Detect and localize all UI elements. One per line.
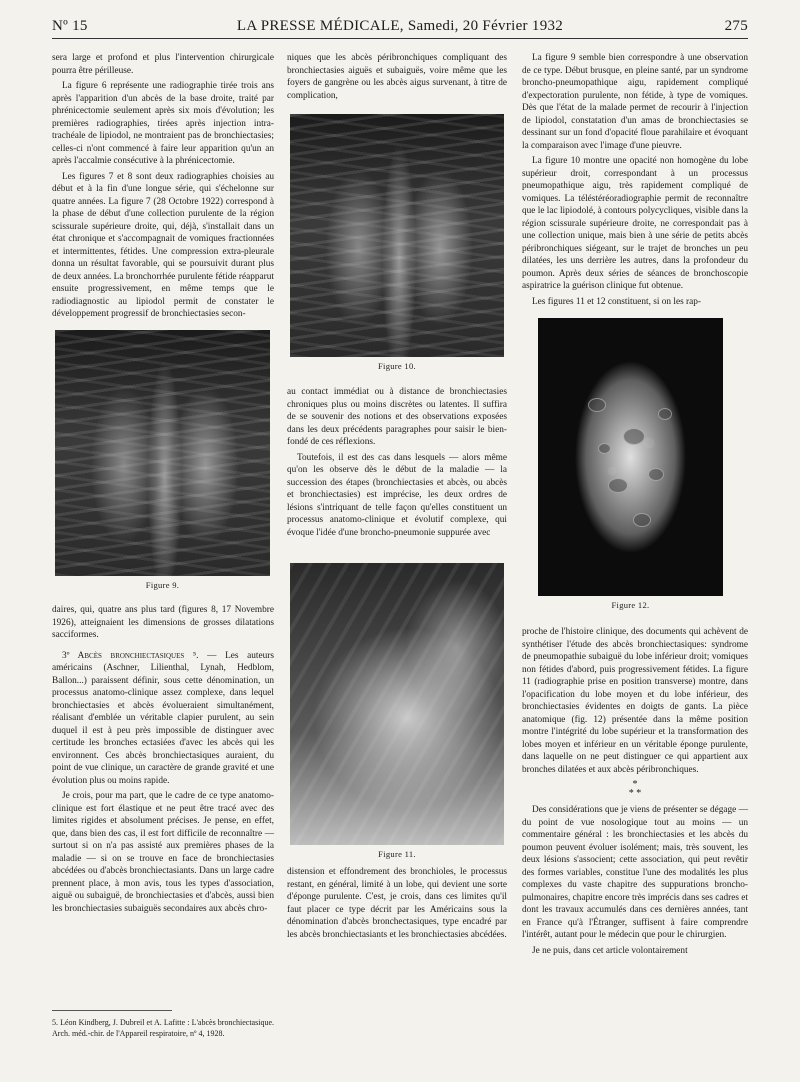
column-left	[52, 52, 274, 324]
paragraph: proche de l'histoire clinique, des documents qui achèvent de synthétiser l'étude des abcès bronchiectasiques: syndrome de pneumopathie subaiguë du lobe inférieur droit; vomiques non fétides d'abord, puis progressivement fétides. La figure 11 (radiographie prise en position transverse) montre, dans l'opacification du lobe moyen et du lobe inférieur, des bronchiectasies évidentes en doigts de gants. La pièce anatomique (fig. 12) présentée dans la même position montre l'intégrité du lobe supérieur et la transformation des lobes moyen et inférieur en un véritable éponge purulente, dans laquelle on ne peut distinguer ce qui appartient aux bronches dilatées et aux abcès péribronchiques.	[522, 627, 748, 775]
figure-10	[290, 114, 504, 371]
page-header	[52, 16, 748, 39]
figure-9-caption: Figure 9.	[145, 580, 180, 590]
journal-title: LA PRESSE MÉDICALE, Samedi, 20 Février 1932	[236, 18, 564, 34]
figure-11-radiograph	[290, 563, 504, 845]
page-number: 275	[724, 18, 748, 34]
footnote-rule	[52, 1010, 172, 1011]
figure-11-caption: Figure 11.	[378, 849, 416, 859]
paragraph: La figure 6 représente une radiographie tirée trois ans après l'apparition d'un abcès de la base droite, traité par phrénicectomie seulement après six mois d'évolution; les premières radiographies, tirées après injection intra-trachéale de lipiodol, ne montraient pas de bronchiectasies; celles-ci n'ont commencé à faire leur apparition qu'un an après l'accalmie consécutive à la phrénicectomie.	[52, 81, 274, 166]
issue-number: Nº 15	[52, 18, 88, 34]
column-left-lower	[52, 604, 274, 918]
paragraph: Les figures 11 et 12 constituent, si on les rap-	[532, 296, 702, 307]
figure-11	[290, 563, 504, 859]
column-right	[522, 52, 748, 311]
figure-9	[55, 330, 270, 590]
figure-10-radiograph	[290, 114, 504, 357]
section-separator: * * *	[628, 779, 642, 799]
figure-10-caption: Figure 10.	[378, 361, 416, 371]
paragraph: La figure 10 montre une opacité non homogène du lobe supérieur droit, correspondant à un processus pneumopathique aigu, très rapidement compliqué de vomiques. La téléstéréoradiographie permit de reconnaître que le lac lipiodolé, à contours polycycliques, visible dans la région scissurale supérieure droite, ne correspondait pas à une collection unique, mais bien à une série de petits abcès péribronchiques siégeant, sur le trajet de bronches un peu dilatées, les uns derrière les autres, dans la profondeur du poumon. Après deux séries de séances de bronchoscopie aspiratrice la guérison clinique fut obtenue.	[522, 156, 748, 291]
paragraph: niques que les abcès péribronchiques compliquant des bronchiectasies aiguës et subaiguës, voire même que les foyers de gangrène ou les abcès aigus survenant, à titre de complication,	[287, 53, 507, 101]
paragraph: sera large et profond et plus l'intervention chirurgicale pourra être périlleuse.	[52, 53, 274, 76]
figure-9-radiograph	[55, 330, 270, 576]
column-right-lower	[522, 626, 748, 960]
paragraph: 3º Abcès bronchiectasiques ⁵. — Les auteurs américains (Aschner, Lilienthal, Lynah, Hedblom, Ballon...) paraissent définir, sous cette dénomination, un processus anatomo-clinique assez complexe, dans lequel bronchiectasies et abcès évolueraient simultanément, réalisant d'emblée un véritable clapier purulent, au sein duquel il est à peu près impossible de distinguer avec certitude les bronches ectasiées d'avec les abcès qui les environnent. Ces abcès bronchiectasiques auraient, du point de vue clinique, un caractère de grande gravité et une évolution plus ou moins rapide.	[52, 650, 275, 786]
column-middle-bottom	[287, 866, 507, 944]
figure-12-caption: Figure 12.	[611, 600, 650, 610]
paragraph: Les figures 7 et 8 sont deux radiographies choisies au début et à la fin d'une longue série, qui s'échelonne sur quatre années. La figure 7 (28 Octobre 1922) correspond à la phase de début d'une collection purulente de la région scissurale supérieure droite, qui, déjà, s'installait dans un état chronique et s'accompagnait de vomiques fractionnées et intermittentes, fétides. Une compression extra-pleurale donna un résultat favorable, qui se poursuivit durant plus de deux années. La bronchorrhée purulente fétide réapparut ensuite progressivement, en même temps que le radiodiagnostic au lipiodol permit de constater le développement progressif de bronchiectasies secon-	[52, 171, 274, 319]
paragraph: Des considérations que je viens de présenter se dégage — du point de vue nosologique tout au moins — un commentaire général : les bronchiectasies et les abcès du poumon peuvent évoluer isolément; mais, très souvent, les deux lésions s'associent; cette association, qui peut revêtir des formes variables, constitue l'une des modalités les plus complexes du vaste chapitre des suppurations broncho-pulmonaires, chapitre encore très imprécis dans ses cadres et dont les travaux accumulés dans ces dernières années, tant en France qu'à l'Étranger, suffisent à faire comprendre l'intérêt, autant pour le médecin que pour le chirurgien.	[522, 805, 748, 940]
paragraph: distension et effondrement des bronchioles, le processus restant, en général, limité à un lobe, qui devient une sorte d'éponge purulente. C'est, je crois, dans ces limites qu'il faut placer ce type décrit par les Américains sous la dénomination d'abcès bronchectasiques, type encadré par les abcès bronchiectasiants et les bronchiectasies abcédées.	[287, 867, 507, 940]
column-middle-lower	[287, 386, 507, 542]
column-middle	[287, 52, 507, 105]
section-heading: 3º Abcès bronchiectasiques ⁵.	[62, 650, 199, 661]
paragraph: daires, qui, quatre ans plus tard (figures 8, 17 Novembre 1926), atteignaient les dimensions de grosses dilatations sacciformes.	[52, 605, 274, 640]
paragraph: La figure 9 semble bien correspondre à une observation de ce type. Début brusque, en pleine santé, par un syndrome broncho-pneumopathique aigu, rapidement compliqué d'expectoration purulente, non fétide, à type de vomiques. Dès que l'état de la malade permet de recourir à l'injection de lipiodol, constatation d'un amas de bronchiectasies se dessinant sur un fond d'opacité floue parahilaire et évoquant la comparaison avec l'image d'une pieuvre.	[522, 53, 748, 151]
figure-12-specimen-photo	[538, 318, 723, 596]
figure-12	[538, 318, 723, 610]
paragraph: Je ne puis, dans cet article volontairement	[532, 945, 688, 956]
paragraph: au contact immédiat ou à distance de bronchiectasies chroniques plus ou moins discrètes ou latentes. Il suffira de se souvenir des notions et des observations exposées dans les deux précédents paragraphes pour saisir le bien-fondé de ces réflexions.	[287, 387, 507, 447]
paragraph: Toutefois, il est des cas dans lesquels — alors même qu'on les observe dès le début de la maladie — la succession des étapes (bronchiectasies et abcès, ou abcès et bronchiectasies) est imprécise, les deux ordres de lésions s'intriquant de telle façon qu'elles constituent un processus anatomo-clinique et évolutif complexe, qui évoque l'idée d'une broncho-pneumonie suppurée avec	[287, 452, 507, 538]
paragraph: Je crois, pour ma part, que le cadre de ce type anatomo-clinique est fort élastique et ne peut être tracé avec des limites rigides et absolument précises. Je pense, en effet, que, dans bien des cas, il est fort difficile de reconnaître — surtout si on n'a pas assisté aux premières phases de la maladie — si on se trouve en face de bronchiectasies abcédées ou d'abcès bronchiectasiants. Dans un large cadre prennent place, à mon avis, tous les types d'association, aiguë ou subaiguë, de bronchiectasies et d'abcès, aussi bien les bronchiectasies subaiguës secondaires aux abcès chro-	[52, 791, 274, 914]
footnote: 5. Léon Kindberg, J. Dubreil et A. Lafitte : L'abcès bronchiectasique. Arch. méd.-chir. de l'Appareil respiratoire, nº 4, 1928.	[52, 1018, 274, 1038]
